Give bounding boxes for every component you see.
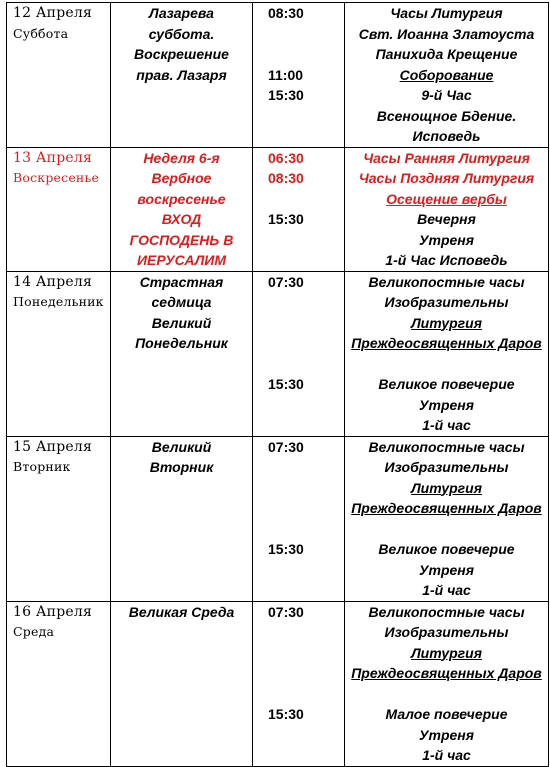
day-time-cell: [253, 147, 345, 271]
day-title-line: Великий: [151, 314, 212, 331]
day-services-cell: [345, 436, 549, 601]
day-title-line: Страстная: [139, 273, 224, 290]
day-row: [7, 436, 549, 601]
day-services-cell: [345, 271, 549, 436]
day-title-line: ИЕРУСАЛИМ: [136, 252, 227, 268]
service-time: 06:30: [268, 149, 304, 166]
service-time: [253, 292, 344, 313]
service-name: Литургия: [411, 644, 482, 661]
service-name: Утреня: [419, 726, 474, 743]
service-name: Утреня: [419, 231, 474, 248]
day-title-line: Великий: [151, 438, 212, 455]
day-title-line: прав. Лазаря: [136, 66, 227, 83]
service-name: Литургия: [411, 314, 482, 331]
service-name: Соборование: [399, 66, 494, 83]
day-title-line: ГОСПОДЕНЬ В: [129, 231, 234, 248]
service-name: Исповедь: [412, 128, 481, 144]
day-date-cell: [7, 601, 111, 766]
day-title-cell: [111, 271, 253, 436]
service-time: [253, 457, 344, 478]
service-time: [253, 354, 344, 375]
service-time: 11:00: [268, 66, 304, 83]
day-time-cell: [253, 601, 345, 766]
service-name: [345, 684, 548, 705]
day-services-cell: [345, 601, 549, 766]
service-name: [345, 519, 548, 540]
day-time-cell: [253, 3, 345, 148]
service-name: Часы Ранняя Литургия: [363, 149, 530, 166]
day-title-cell: [111, 436, 253, 601]
service-time: [253, 313, 344, 334]
service-name: Осещение вербы: [386, 190, 507, 207]
service-name: Всенощное Бдение.: [376, 107, 517, 124]
service-name: Часы Поздняя Литургия: [358, 170, 535, 186]
day-title-cell: [111, 147, 253, 271]
service-name: 1-й Час Исповедь: [385, 252, 508, 268]
day-weekday: Понедельник: [13, 294, 104, 309]
service-name: Свт. Иоанна Златоуста: [358, 25, 535, 42]
service-time: [253, 519, 344, 540]
service-time: [253, 44, 344, 65]
service-name: Великое повечерие: [378, 541, 515, 557]
service-name: Панихида Крещение: [375, 46, 518, 62]
day-weekday: Вторник: [13, 459, 71, 474]
service-time: 08:30: [268, 5, 304, 21]
day-title-line: Великая Среда: [128, 603, 235, 620]
service-time: 07:30: [268, 438, 304, 455]
service-name: Утреня: [419, 561, 474, 578]
day-date-cell: [7, 436, 111, 601]
service-name: 9-й Час: [421, 87, 472, 103]
service-time: [253, 663, 344, 684]
service-name: Великое повечерие: [378, 376, 515, 392]
schedule-table: [6, 2, 549, 767]
day-row: [7, 601, 549, 766]
day-title-line: Вербное: [151, 170, 212, 186]
service-name: Изобразительны: [384, 294, 509, 310]
service-time: 07:30: [268, 603, 304, 620]
service-time: [253, 478, 344, 499]
day-title-line: Лазарева: [149, 5, 214, 21]
day-title-line: Воскрешение: [134, 46, 229, 62]
day-row: [7, 147, 549, 271]
service-time: [253, 24, 344, 45]
day-row: [7, 3, 549, 148]
day-weekday: Воскресенье: [13, 170, 100, 185]
service-name: Часы Литургия: [390, 5, 503, 21]
day-title-cell: [111, 601, 253, 766]
service-time: 15:30: [268, 376, 304, 392]
day-title-line: воскресенье: [137, 190, 226, 207]
service-name: Преждеосвященных Даров: [351, 665, 542, 681]
day-date: 14 Апреля: [13, 273, 92, 290]
service-name: Великопостные часы: [368, 273, 525, 290]
service-name: 1-й час: [422, 582, 471, 598]
day-title-line: Понедельник: [135, 335, 228, 351]
service-time: [253, 622, 344, 643]
day-date: 12 Апреля: [13, 5, 92, 21]
service-name: Преждеосвященных Даров: [351, 500, 542, 516]
day-title-line: седмица: [151, 294, 212, 310]
service-name: 1-й час: [422, 747, 471, 763]
day-date-cell: [7, 3, 111, 148]
service-name: Утреня: [419, 396, 474, 413]
day-row: [7, 271, 549, 436]
service-time: [253, 643, 344, 664]
day-services-cell: [345, 147, 549, 271]
day-date-cell: [7, 271, 111, 436]
service-name: Великопостные часы: [368, 603, 525, 620]
day-weekday: Суббота: [13, 25, 69, 41]
schedule-body: [7, 3, 549, 767]
service-time: 15:30: [268, 87, 304, 103]
service-time: [253, 498, 344, 519]
service-name: Литургия: [411, 479, 482, 496]
day-weekday: Среда: [13, 624, 55, 639]
service-name: Великопостные часы: [368, 438, 525, 455]
day-time-cell: [253, 436, 345, 601]
service-name: [345, 354, 548, 375]
day-title-line: Вторник: [149, 459, 214, 475]
service-time: 15:30: [268, 706, 304, 722]
day-services-cell: [345, 3, 549, 148]
service-name: Малое повечерие: [385, 706, 508, 722]
service-time: 07:30: [268, 273, 304, 290]
service-name: Изобразительны: [384, 459, 509, 475]
service-time: 15:30: [268, 211, 304, 227]
day-time-cell: [253, 271, 345, 436]
day-date-cell: [7, 147, 111, 271]
day-date: 16 Апреля: [13, 603, 92, 620]
service-time: 15:30: [268, 541, 304, 557]
day-date: 13 Апреля: [13, 149, 92, 166]
day-title-line: суббота.: [148, 25, 215, 42]
day-title-line: ВХОД: [161, 211, 202, 227]
service-time: [253, 189, 344, 210]
service-time: [253, 684, 344, 705]
day-date: 15 Апреля: [13, 438, 92, 455]
service-time: 08:30: [268, 170, 304, 186]
service-name: 1-й час: [422, 417, 471, 433]
service-name: Изобразительны: [384, 624, 509, 640]
service-name: Преждеосвященных Даров: [351, 335, 542, 351]
day-title-cell: [111, 3, 253, 148]
service-name: Вечерня: [417, 211, 476, 227]
day-title-line: Неделя 6-я: [143, 149, 220, 166]
service-time: [253, 333, 344, 354]
